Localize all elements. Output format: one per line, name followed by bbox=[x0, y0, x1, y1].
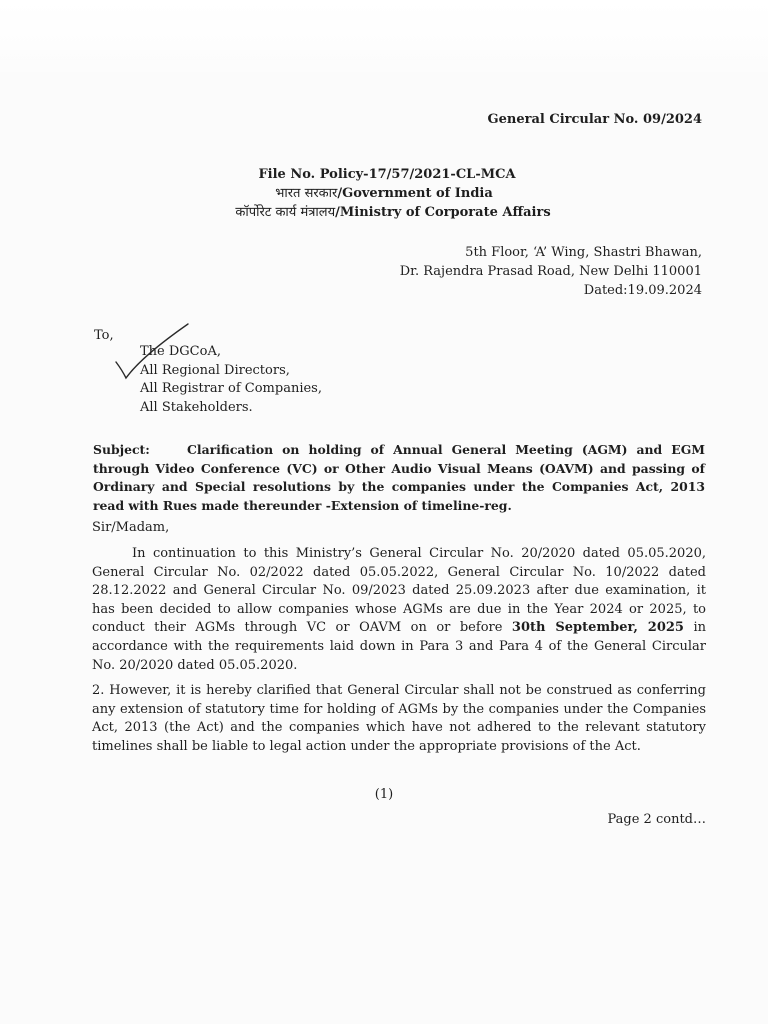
deadline-date: 30th September, 2025 bbox=[511, 620, 684, 636]
recipient-item: The DGCoA, bbox=[140, 344, 221, 359]
recipient-item: All Regional Directors, bbox=[140, 362, 290, 378]
recipient-item: All Stakeholders. bbox=[140, 399, 253, 415]
paragraph-2: 2. However, it is hereby clarified that General Circular shall not be construed as conferring any extension of statutory time for holding of AGMs by the companies under the Companies Act, 2013 (the Act) and the companies which have not adhered to the relevant statutory timelines shall be liable to legal action under the appropriate provisions of the Act. bbox=[92, 683, 706, 754]
letterhead bbox=[0, 165, 768, 222]
ministry-line bbox=[0, 203, 768, 222]
paragraph-1 bbox=[92, 545, 706, 675]
salutation: Sir/Madam, bbox=[92, 520, 170, 535]
dated: Dated:19.09.2024 bbox=[583, 283, 702, 298]
address-line-1: 5th Floor, ‘A’ Wing, Shastri Bhawan, bbox=[465, 245, 702, 260]
subject bbox=[93, 441, 705, 515]
government-hindi: भारत सरकार bbox=[275, 186, 338, 201]
subject-text: Clarification on holding of Annual General Meeting (AGM) and EGM through Video Conference (VC) or Other Audio Visual Means (OAVM) and passing of Ordinary and Special resolutions by the companies under the Companies Act, 2013 read with Rues made thereunder -Extension of timeline-reg. bbox=[93, 442, 705, 513]
page-number: (1) bbox=[374, 787, 394, 802]
scan-margin bbox=[0, 0, 768, 72]
ministry-hindi: कॉर्पोरेट कार्य मंत्रालय bbox=[235, 205, 336, 220]
address-block bbox=[400, 243, 702, 300]
file-number: File No. Policy-17/57/2021-CL-MCA bbox=[258, 167, 516, 182]
ministry-english: /Ministry of Corporate Affairs bbox=[335, 205, 551, 220]
paragraph-1-text-end: in accordance with the requirements laid down in Para 3 and Para 4 of the General Circular No. 20/2020 dated 05.05.2020. bbox=[92, 620, 706, 673]
government-line bbox=[0, 184, 768, 203]
recipient-item: All Registrar of Companies, bbox=[140, 381, 322, 396]
circular-number: General Circular No. 09/2024 bbox=[487, 112, 702, 127]
to-label: To, bbox=[94, 328, 114, 343]
subject-label: Subject: bbox=[93, 442, 150, 457]
recipients-list bbox=[140, 343, 322, 417]
paragraph-1-text: In continuation to this Ministry’s General Circular No. 20/2020 dated 05.05.2020, General Circular No. 02/2022 dated 05.05.2022, General Circular No. 10/2022 dated 28.12.2022 and General Circular No. 09/2023 dated 25.09.2023 after due examination, it has been decided to allow companies whose AGMs are due in the Year 2024 or 2025, to conduct their AGMs through VC or OAVM on or before bbox=[92, 546, 706, 636]
government-english: /Government of India bbox=[337, 186, 493, 201]
page-continued: Page 2 contd… bbox=[607, 812, 706, 827]
address-line-2: Dr. Rajendra Prasad Road, New Delhi 110001 bbox=[399, 264, 702, 279]
